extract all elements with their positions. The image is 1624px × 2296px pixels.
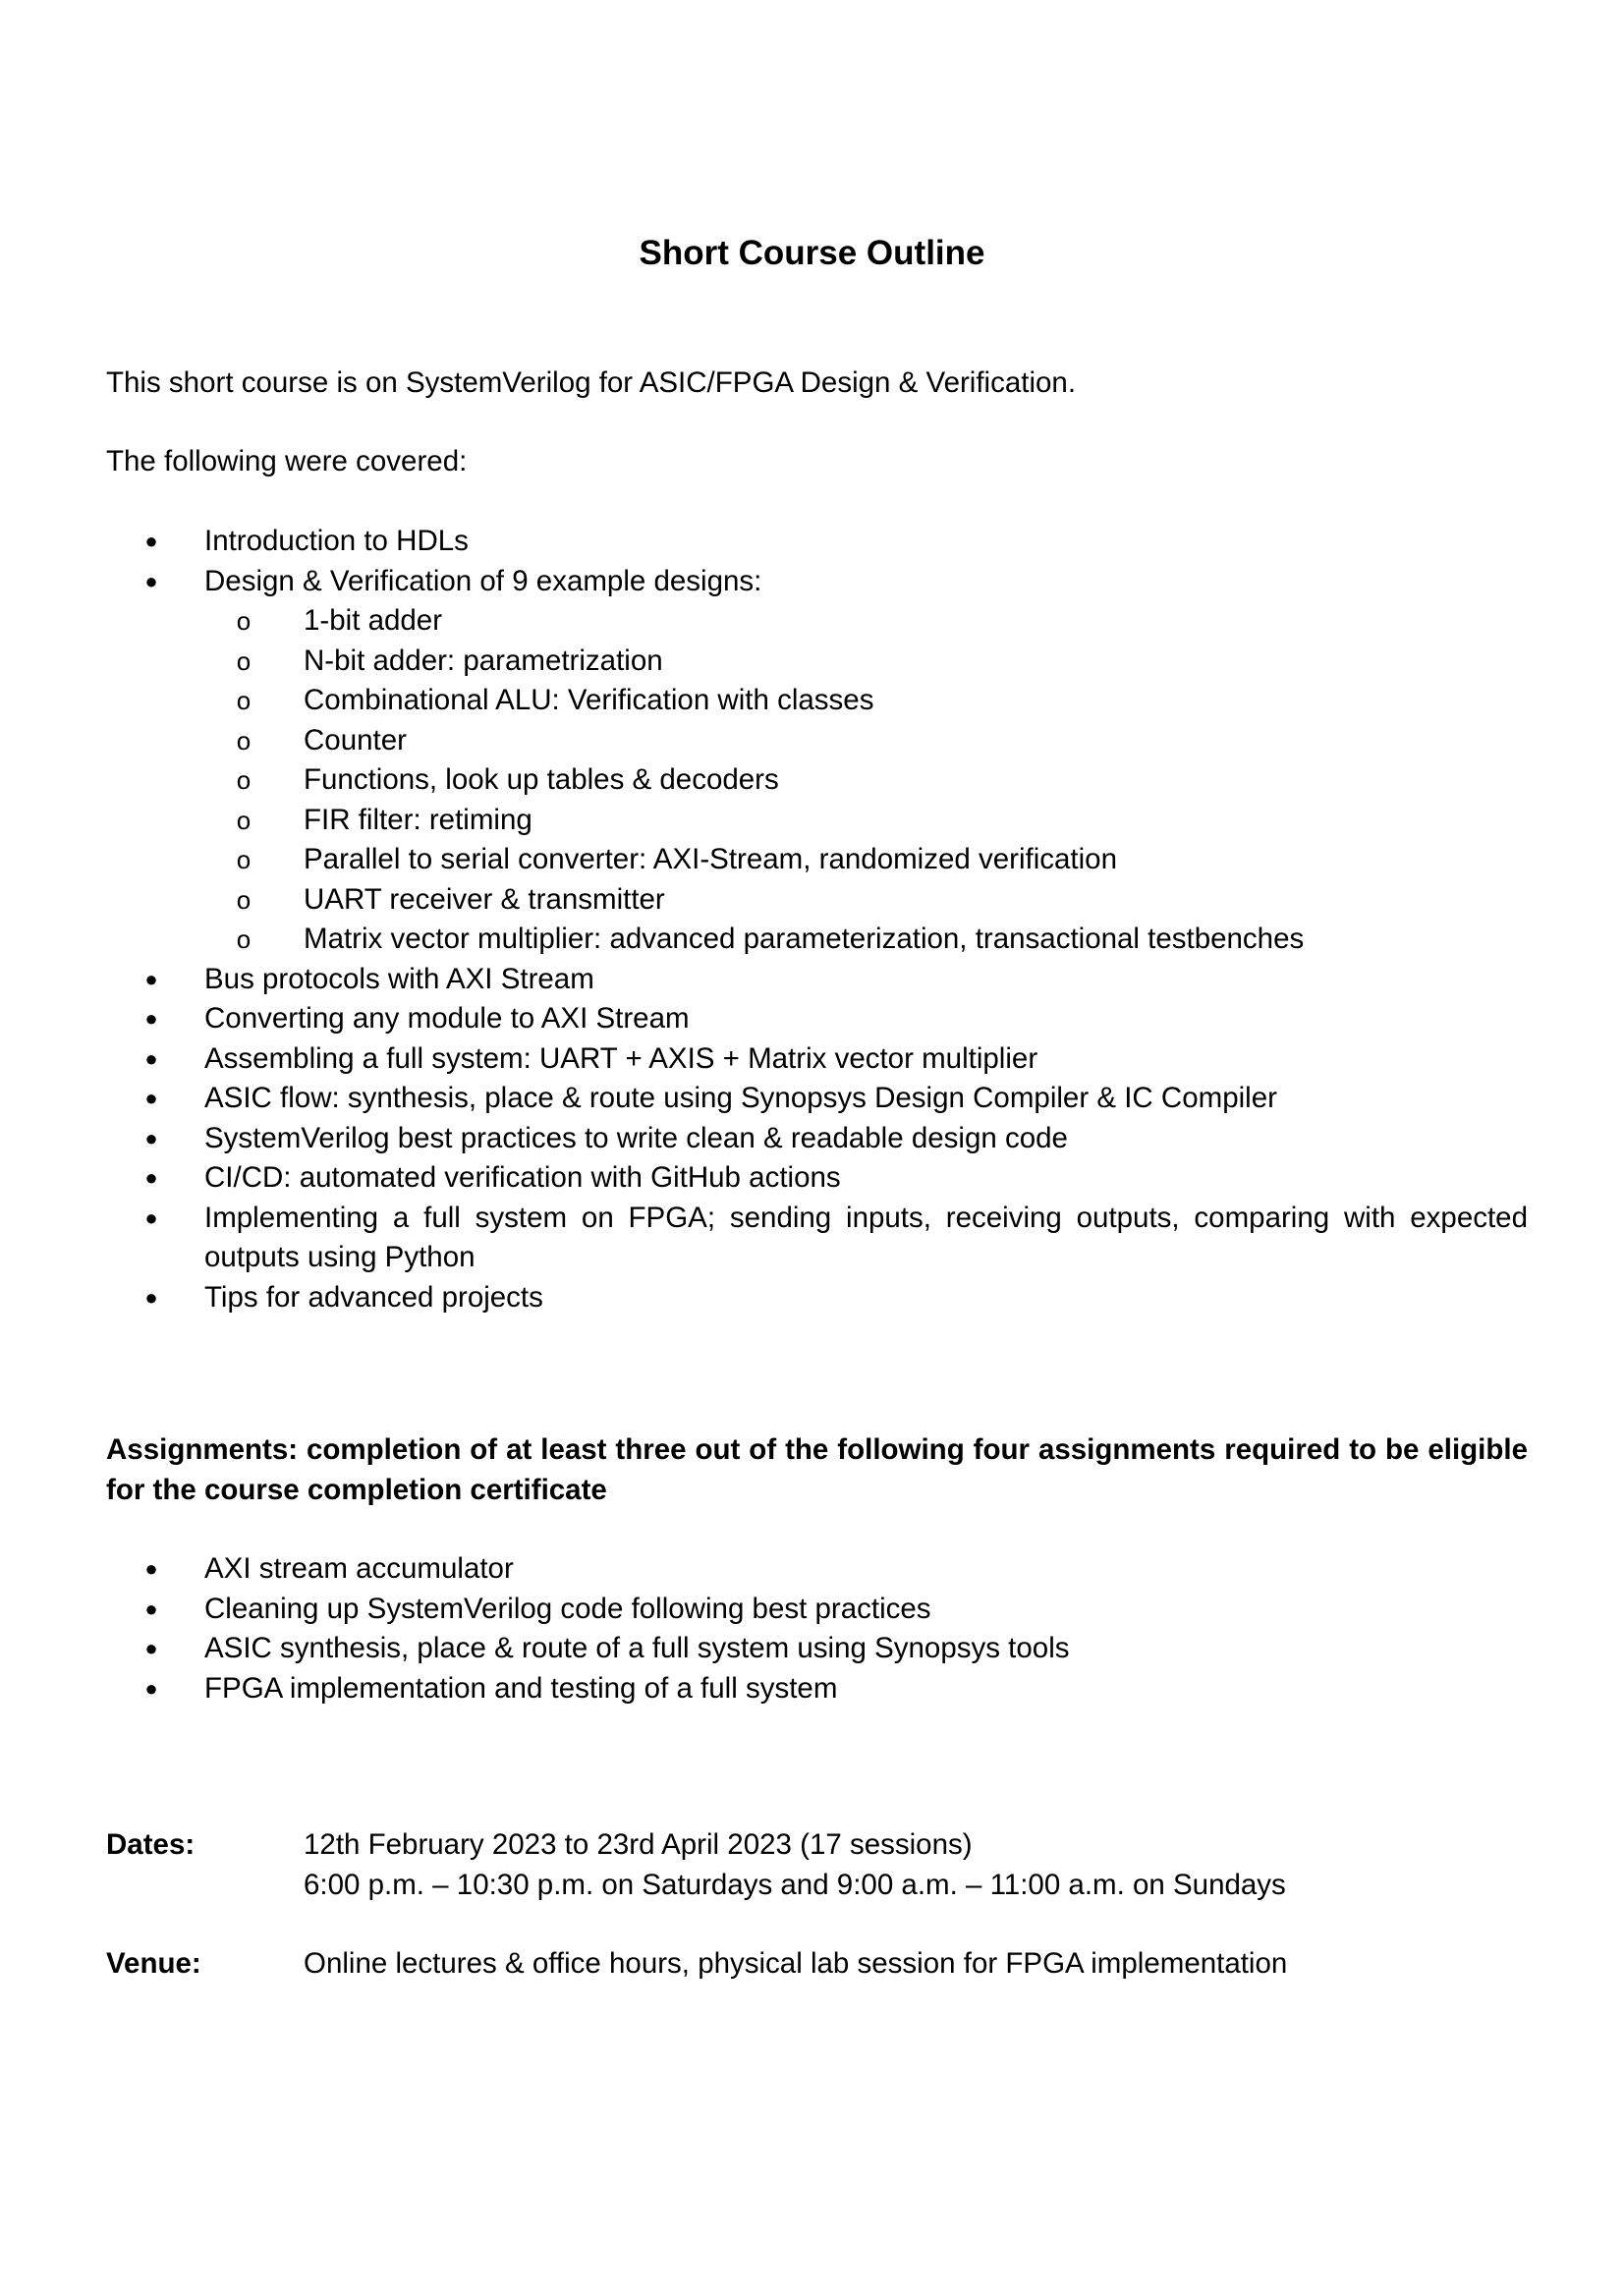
- bullet-icon: ●: [144, 1636, 158, 1660]
- bullet-icon: ●: [144, 1045, 158, 1071]
- hollow-bullet-icon: o: [236, 805, 252, 835]
- list-item-text: ASIC synthesis, place & route of a full system using Synopsys tools: [204, 1632, 1070, 1664]
- list-item-text: Design & Verification of 9 example designs:: [204, 564, 762, 597]
- list-item: [106, 1669, 1528, 1709]
- list-item-text: Converting any module to AXI Stream: [204, 1002, 690, 1035]
- bullet-icon: ●: [144, 1284, 158, 1310]
- list-item-text: Counter: [304, 723, 407, 756]
- list-item: [106, 1119, 1528, 1159]
- list-item: [106, 1590, 1528, 1630]
- list-item: [106, 1158, 1528, 1199]
- bullet-icon: ●: [144, 1556, 158, 1581]
- hollow-bullet-icon: o: [236, 645, 252, 676]
- sub-list-item: [106, 920, 1528, 960]
- sub-list-item: [106, 760, 1528, 801]
- list-item-text: UART receiver & transmitter: [304, 882, 665, 916]
- hollow-bullet-icon: o: [236, 686, 252, 715]
- hollow-bullet-icon: o: [236, 884, 252, 915]
- dates-line-1: 12th February 2023 to 23rd April 2023 (17 sessions): [304, 1828, 973, 1861]
- assignments-list: [106, 1549, 1528, 1708]
- sub-list-item: [106, 840, 1528, 880]
- list-item-text: Tips for advanced projects: [204, 1280, 543, 1314]
- list-item-text: Implementing a full system on FPGA; sending inputs, receiving outputs, comparing with expected outputs using Python: [204, 1201, 1528, 1273]
- hollow-bullet-icon: o: [236, 725, 252, 756]
- list-item: [106, 1079, 1528, 1119]
- bullet-icon: ●: [144, 1086, 158, 1110]
- list-item: [106, 1039, 1528, 1080]
- list-item-text: SystemVerilog best practices to write clean & readable design code: [204, 1121, 1068, 1154]
- bullet-icon: ●: [144, 1006, 158, 1031]
- intro-paragraph: This short course is on SystemVerilog for ASIC/FPGA Design & Verification.: [106, 366, 1077, 399]
- assignments-heading: Assignments: completion of at least three out of the following four assignments required to be eligible for the course completion certificate: [106, 1433, 1528, 1506]
- list-item-text: Bus protocols with AXI Stream: [204, 962, 594, 995]
- list-item-text: FIR filter: retiming: [304, 803, 532, 836]
- bullet-icon: ●: [144, 1165, 158, 1190]
- hollow-bullet-icon: o: [236, 606, 252, 636]
- sub-list-item: [106, 880, 1528, 921]
- list-item-text: 1-bit adder: [304, 604, 443, 637]
- bullet-icon: ●: [144, 529, 158, 553]
- covered-heading: The following were covered:: [106, 445, 468, 477]
- list-item: [106, 1549, 1528, 1590]
- list-item: [106, 1278, 1528, 1318]
- venue-label: Venue:: [106, 1947, 201, 1980]
- list-item-text: Cleaning up SystemVerilog code following best practices: [204, 1592, 931, 1625]
- sub-list-item: [106, 721, 1528, 761]
- list-item-text: CI/CD: automated verification with GitHub actions: [204, 1161, 841, 1194]
- hollow-bullet-icon: o: [236, 924, 252, 954]
- bullet-icon: ●: [144, 1204, 158, 1230]
- list-item: [106, 1629, 1528, 1669]
- list-item: [106, 999, 1528, 1039]
- list-item-text: AXI stream accumulator: [204, 1552, 514, 1585]
- hollow-bullet-icon: o: [236, 845, 252, 874]
- sub-list-item: [106, 642, 1528, 682]
- sub-list-item: [106, 681, 1528, 721]
- bullet-icon: ●: [144, 1596, 158, 1621]
- list-item-text: ASIC flow: synthesis, place & route using Synopsys Design Compiler & IC Compiler: [204, 1082, 1277, 1114]
- topics-list: [106, 522, 1528, 1317]
- list-item-text: Matrix vector multiplier: advanced parameterization, transactional testbenches: [304, 923, 1305, 955]
- list-item: [106, 1199, 1528, 1278]
- dates-line-2: 6:00 p.m. – 10:30 p.m. on Saturdays and 9:00 a.m. – 11:00 a.m. on Sundays: [304, 1869, 1286, 1901]
- bullet-icon: ●: [144, 966, 158, 991]
- list-item-text: Assembling a full system: UART + AXIS + Matrix vector multiplier: [204, 1041, 1038, 1075]
- venue-value: Online lectures & office hours, physical lab session for FPGA implementation: [304, 1947, 1288, 1980]
- page-title: Short Course Outline: [639, 234, 985, 272]
- list-item: [106, 522, 1528, 562]
- dates-label: Dates:: [106, 1828, 196, 1861]
- list-item: [106, 562, 1528, 602]
- list-item-text: Functions, look up tables & decoders: [304, 763, 779, 796]
- bullet-icon: ●: [144, 1675, 158, 1701]
- bullet-icon: ●: [144, 1125, 158, 1150]
- sub-list-item: [106, 801, 1528, 841]
- bullet-icon: ●: [144, 568, 158, 593]
- list-item-text: N-bit adder: parametrization: [304, 644, 663, 677]
- list-item-text: Combinational ALU: Verification with classes: [304, 684, 874, 716]
- list-item-text: FPGA implementation and testing of a full system: [204, 1671, 838, 1705]
- list-item: [106, 960, 1528, 1000]
- hollow-bullet-icon: o: [236, 765, 252, 795]
- sub-list-item: [106, 601, 1528, 642]
- list-item-text: Introduction to HDLs: [204, 525, 469, 557]
- list-item-text: Parallel to serial converter: AXI-Stream, randomized verification: [304, 843, 1117, 875]
